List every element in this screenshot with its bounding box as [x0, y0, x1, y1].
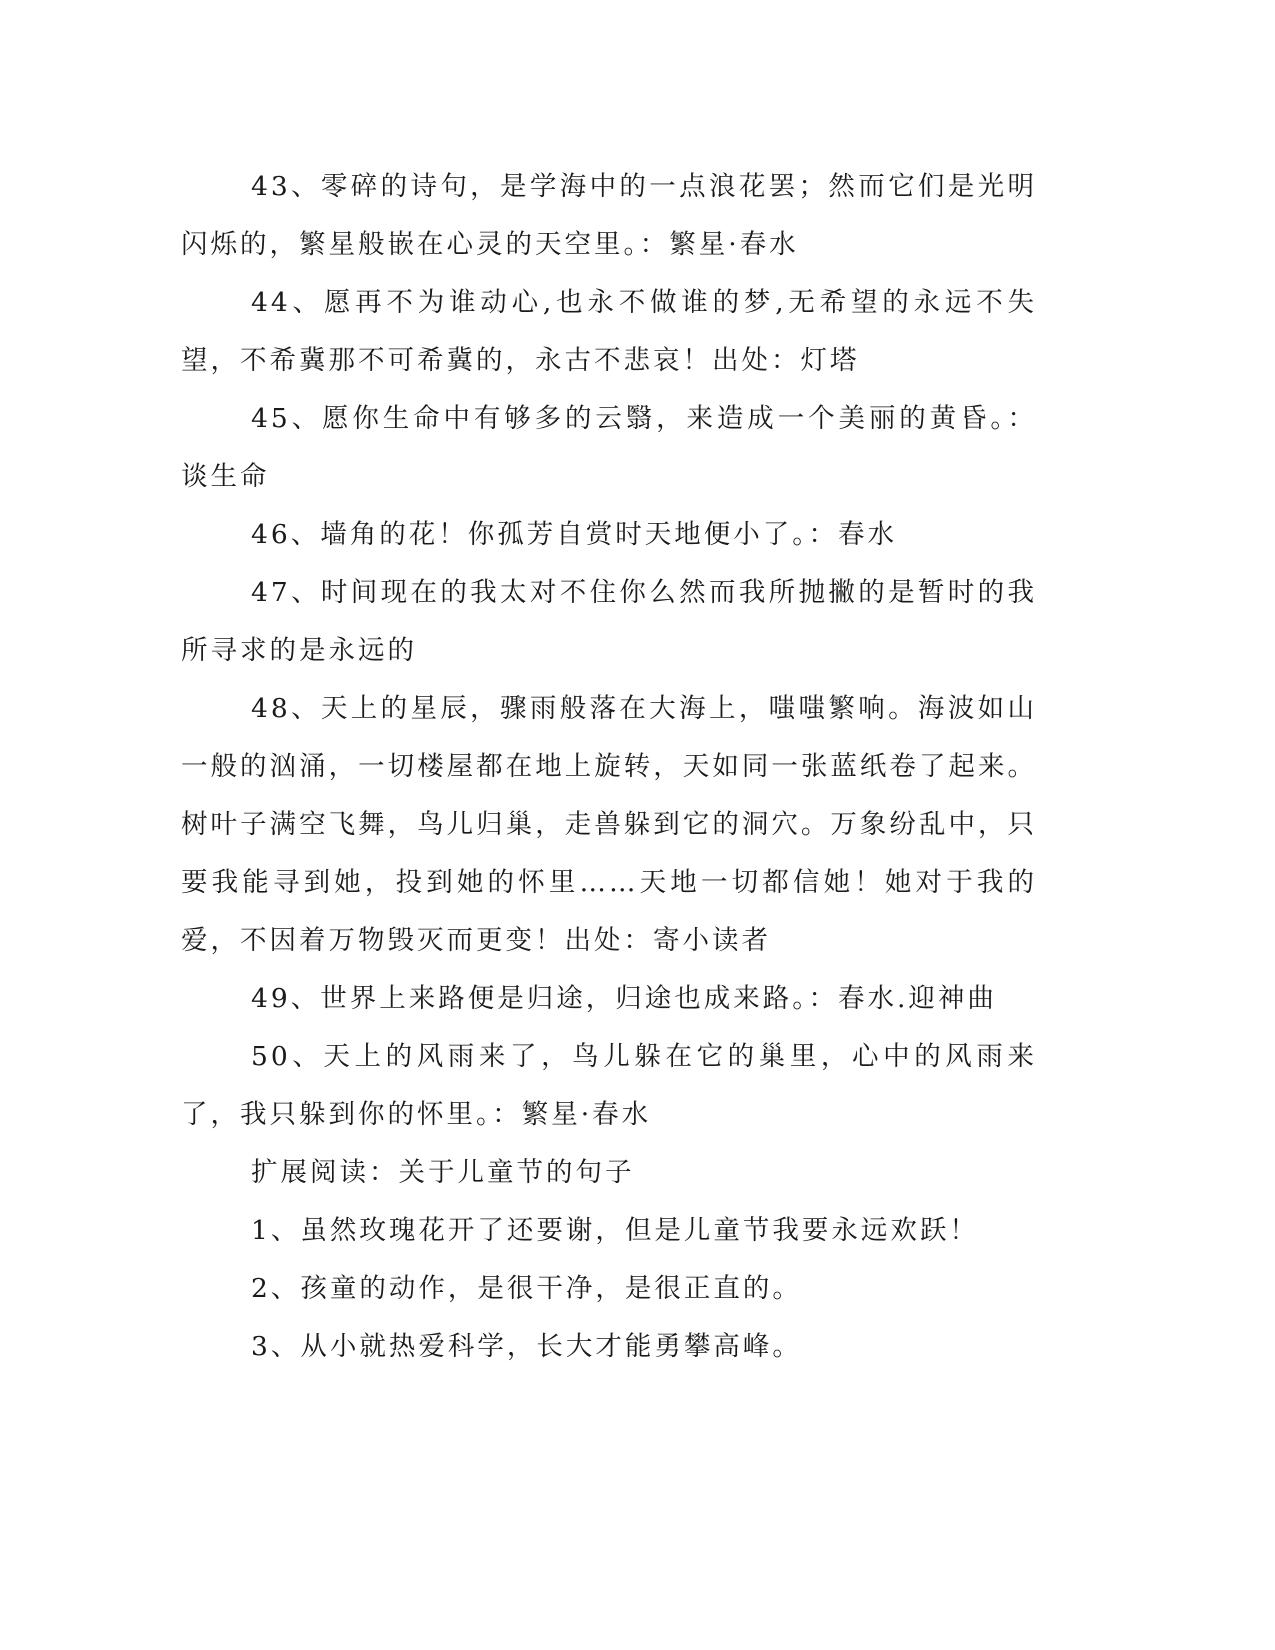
document-body — [181, 158, 1037, 1376]
paragraph-childrens-day-1: 1、虽然玫瑰花开了还要谢，但是儿童节我要永远欢跃！ — [251, 1215, 979, 1246]
paragraph-childrens-day-2: 2、孩童的动作，是很干净，是很正直的。 — [251, 1273, 802, 1304]
paragraph-quote-49: 49、世界上来路便是归途，归途也成来路。：春水.迎神曲 — [251, 983, 997, 1014]
paragraph-childrens-day-3: 3、从小就热爱科学，长大才能勇攀高峰。 — [251, 1331, 802, 1362]
paragraph-quote-46: 46、墙角的花！你孤芳自赏时天地便小了。：春水 — [251, 519, 897, 550]
paragraph-quote-50: 50、天上的风雨来了，鸟儿躲在它的巢里，心中的风雨来了，我只躲到你的怀里。：繁星·春水 — [181, 1041, 1037, 1130]
paragraph-quote-43: 43、零碎的诗句，是学海中的一点浪花罢；然而它们是光明闪烁的，繁星般嵌在心灵的天空里。：繁星·春水 — [181, 171, 1037, 260]
paragraph-quote-45: 45、愿你生命中有够多的云翳，来造成一个美丽的黄昏。：谈生命 — [181, 403, 1037, 492]
section-heading-extended-reading: 扩展阅读：关于儿童节的句子 — [251, 1157, 635, 1188]
paragraph-quote-44: 44、愿再不为谁动心,也永不做谁的梦,无希望的永远不失望，不希冀那不可希冀的，永古不悲哀！出处：灯塔 — [181, 287, 1037, 376]
paragraph-quote-47: 47、时间现在的我太对不住你么然而我所抛撇的是暂时的我所寻求的是永远的 — [181, 577, 1037, 666]
paragraph-quote-48: 48、天上的星辰，骤雨般落在大海上，嗤嗤繁响。海波如山一般的汹涌，一切楼屋都在地上旋转，天如同一张蓝纸卷了起来。树叶子满空飞舞，鸟儿归巢，走兽躲到它的洞穴。万象纷乱中，只要我能寻到她，投到她的怀里……天地一切都信她！她对于我的爱，不因着万物毁灭而更变！出处：寄小读者 — [181, 693, 1037, 956]
